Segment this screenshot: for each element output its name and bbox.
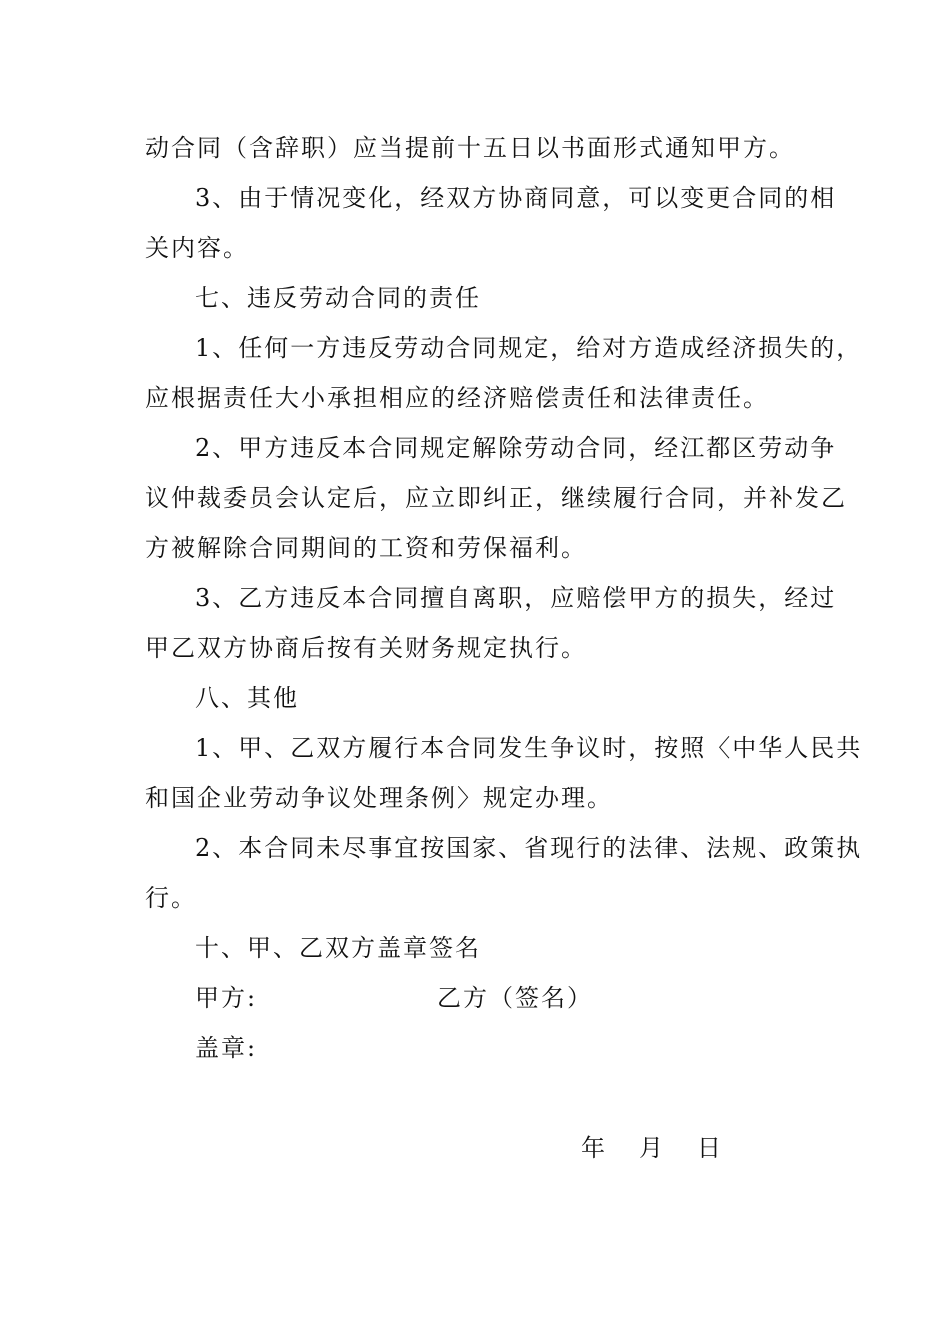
text-line: 行。	[145, 884, 197, 912]
date-row	[145, 1128, 815, 1178]
blank-space	[145, 1078, 815, 1128]
text-line: 应根据责任大小承担相应的经济赔偿责任和法律责任。	[145, 384, 769, 412]
date-day: 日	[697, 1134, 721, 1162]
party-b-label: 乙方（签名）	[437, 984, 593, 1012]
text-line: 3、由于情况变化，经双方协商同意，可以变更合同的相	[195, 184, 837, 212]
document-page	[145, 128, 863, 1178]
text-line: 议仲裁委员会认定后，应立即纠正，继续履行合同，并补发乙	[145, 484, 847, 512]
text-line: 关内容。	[145, 234, 249, 262]
text-line: 甲乙双方协商后按有关财务规定执行。	[145, 634, 587, 662]
text-line: 2、本合同未尽事宜按国家、省现行的法律、法规、政策执	[195, 834, 863, 862]
text-line: 3、乙方违反本合同擅自离职，应赔偿甲方的损失，经过	[195, 584, 837, 612]
text-line: 八、其他	[195, 684, 299, 712]
text-line: 方被解除合同期间的工资和劳保福利。	[145, 534, 587, 562]
seal-row	[145, 1028, 815, 1078]
text-line: 1、任何一方违反劳动合同规定，给对方造成经济损失的，	[195, 334, 863, 362]
text-line: 和国企业劳动争议处理条例〉规定办理。	[145, 784, 613, 812]
text-line: 七、违反劳动合同的责任	[195, 284, 481, 312]
text-line: 2、甲方违反本合同规定解除劳动合同，经江都区劳动争	[195, 434, 837, 462]
date-month: 月	[639, 1134, 663, 1162]
text-line: 十、甲、乙双方盖章签名	[195, 934, 481, 962]
text-line: 1、甲、乙双方履行本合同发生争议时，按照〈中华人民共	[195, 734, 863, 762]
seal-label: 盖章:	[195, 1034, 258, 1062]
signature-row	[145, 978, 815, 1028]
date-year: 年	[581, 1134, 605, 1162]
party-a-label: 甲方:	[195, 984, 258, 1012]
text-line: 动合同（含辞职）应当提前十五日以书面形式通知甲方。	[145, 134, 795, 162]
contract-body	[145, 128, 863, 978]
